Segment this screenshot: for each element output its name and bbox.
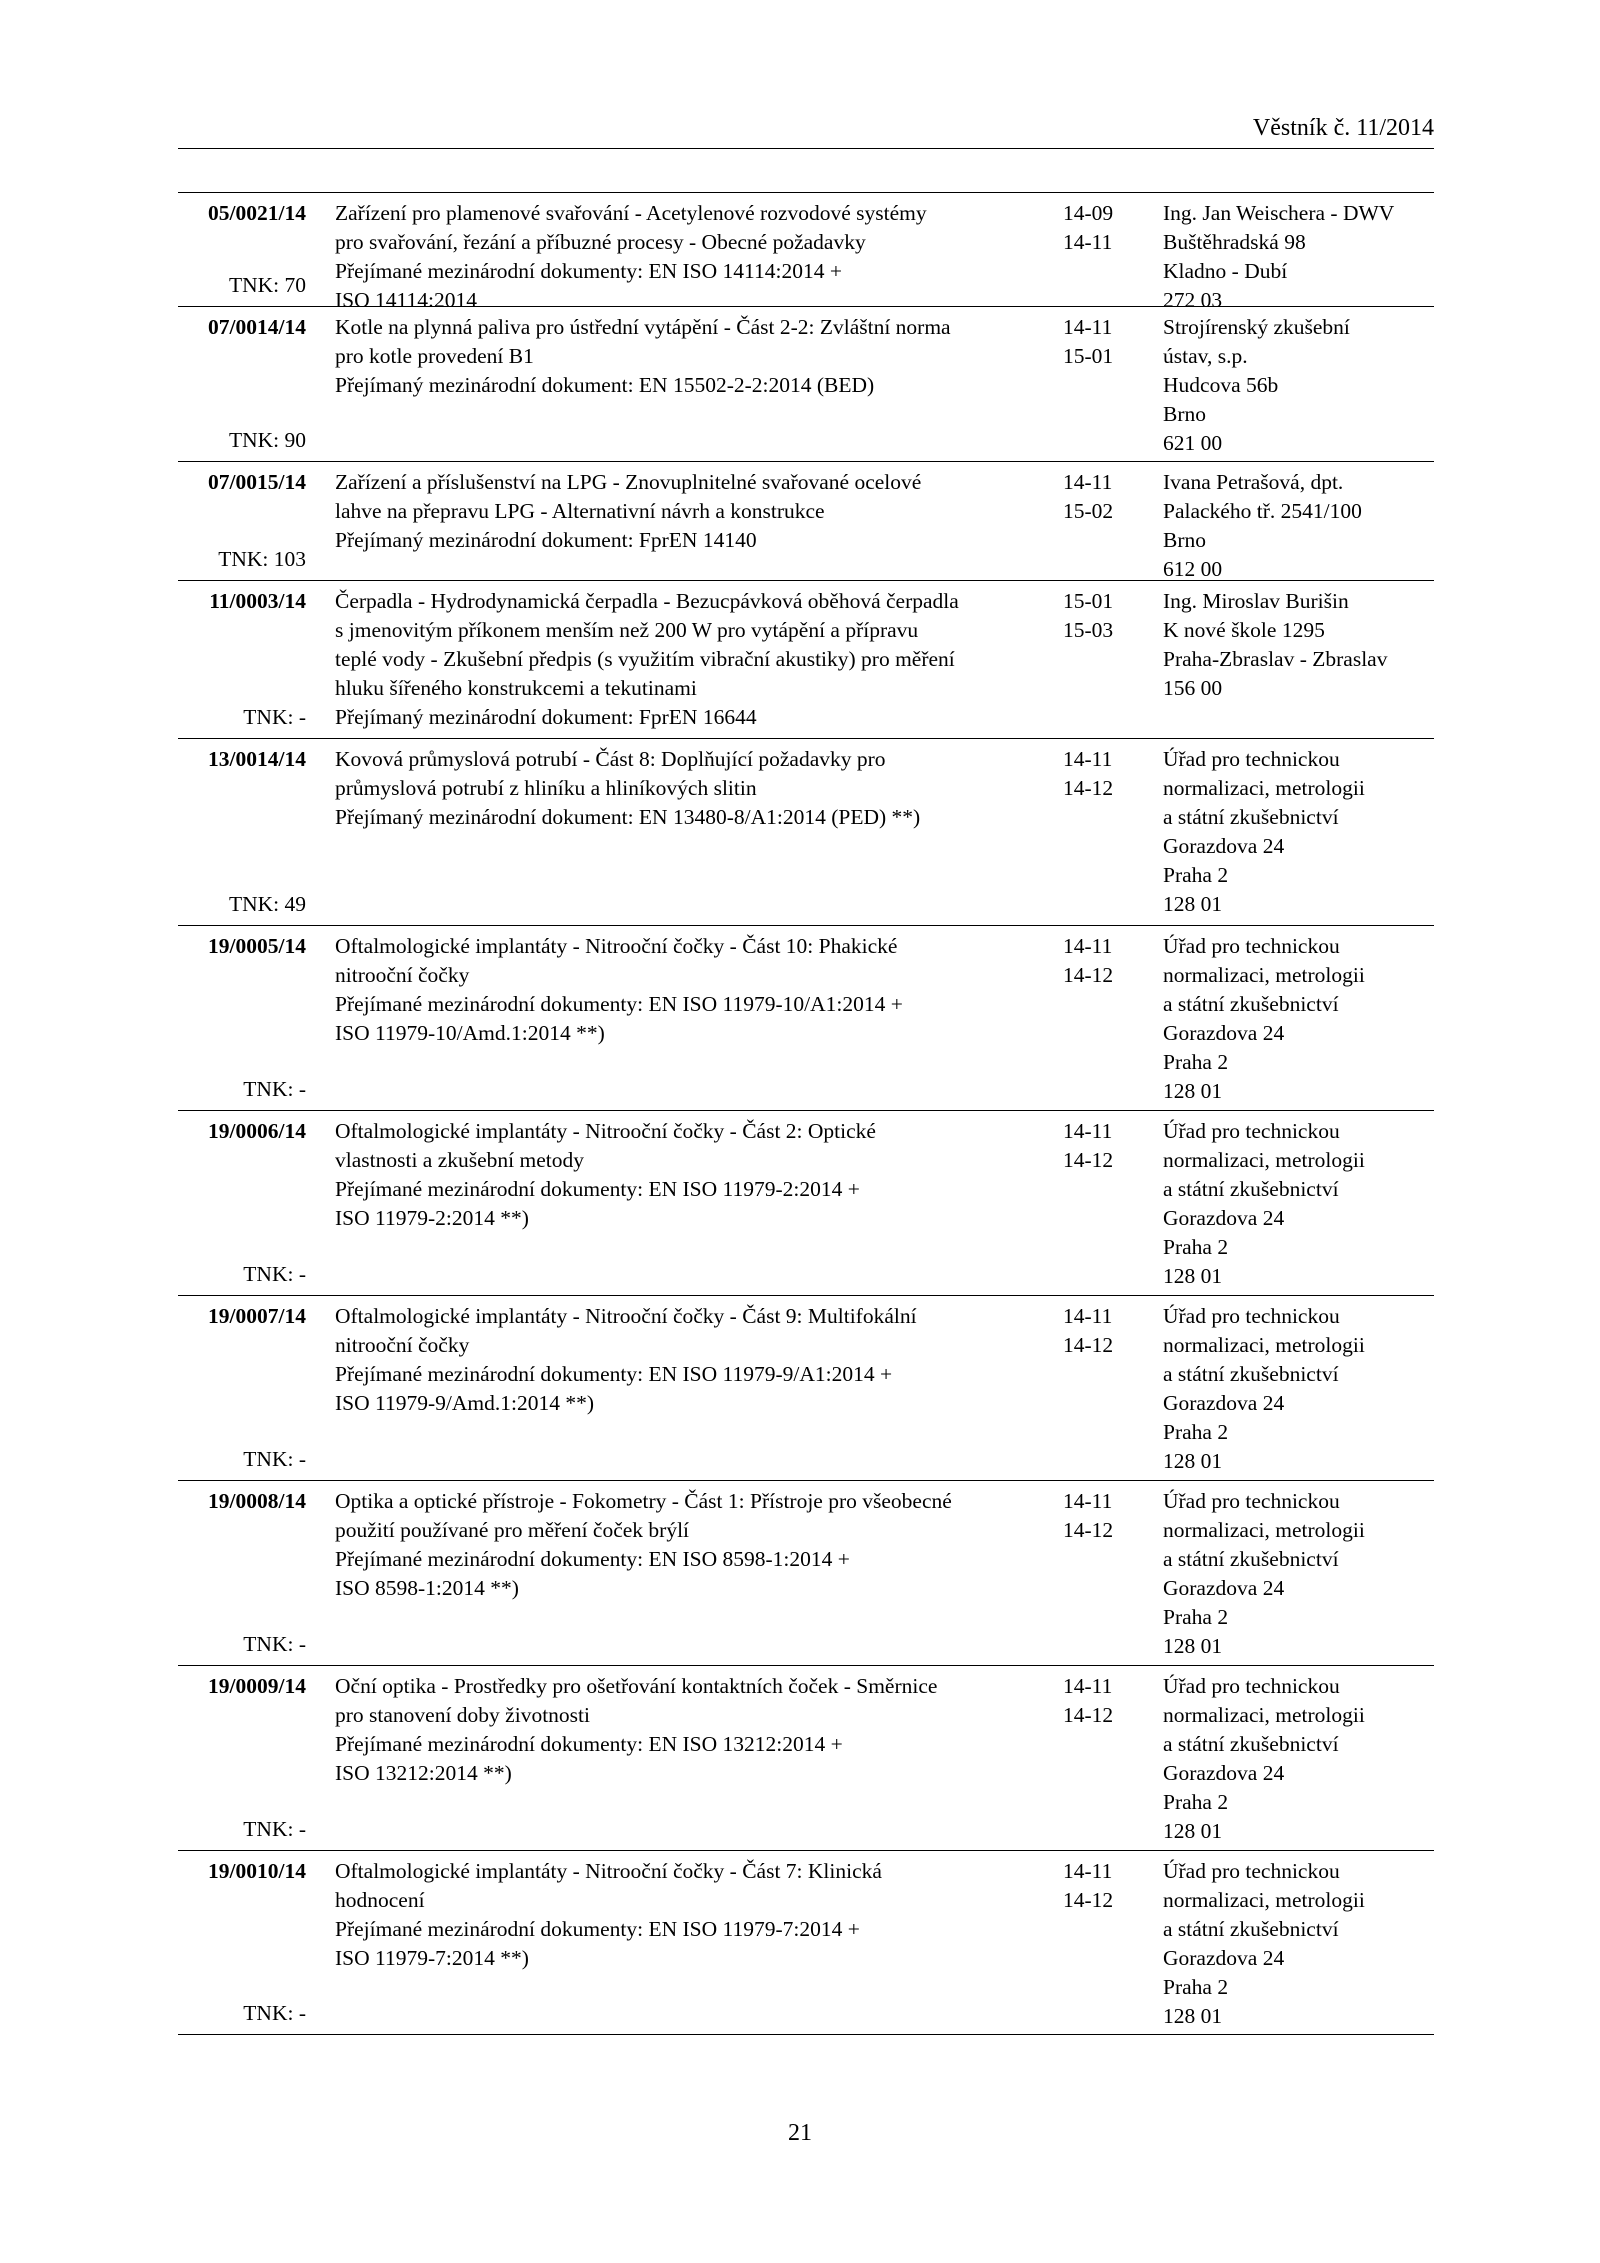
entry-title-line: ISO 11979-2:2014 **) [335, 1206, 529, 1230]
entry-date: 14-11 [1063, 230, 1113, 254]
page-number: 21 [788, 2120, 812, 2146]
entry-tnk: TNK: - [243, 2001, 306, 2025]
entry-address-line: 128 01 [1163, 1449, 1223, 1473]
entry-address-line: normalizaci, metrologii [1163, 1703, 1365, 1727]
entry-address-line: Praha 2 [1163, 1235, 1229, 1259]
entry-title-line: použití používané pro měření čoček brýlí [335, 1518, 690, 1542]
entry-address-line: normalizaci, metrologii [1163, 1148, 1365, 1172]
entry-address-line: Gorazdova 24 [1163, 834, 1285, 858]
bulletin-title: Věstník č. 11/2014 [1252, 115, 1434, 141]
entry-address-line: a státní zkušebnictví [1163, 1917, 1339, 1941]
entry-address-line: Úřad pro technickou [1163, 1489, 1340, 1513]
entry-address-line: a státní zkušebnictví [1163, 1177, 1339, 1201]
entry-title-line: Zařízení pro plamenové svařování - Acetylenové rozvodové systémy [335, 201, 927, 225]
entry-title-line: Přejímané mezinárodní dokumenty: EN ISO 11979-10/A1:2014 + [335, 992, 903, 1016]
entry-address-line: Ivana Petrašová, dpt. [1163, 470, 1344, 494]
table-row [178, 1851, 1434, 2035]
entry-title-line: ISO 8598-1:2014 **) [335, 1576, 519, 1600]
entry-date: 14-12 [1063, 776, 1114, 800]
entry-code: 07/0015/14 [208, 470, 306, 494]
entry-date: 15-02 [1063, 499, 1114, 523]
entry-title-cell [335, 587, 1035, 732]
entry-address-line: Ing. Miroslav Burišin [1163, 589, 1349, 613]
entry-date: 14-12 [1063, 1518, 1114, 1542]
table-row [178, 1481, 1434, 1666]
entry-title-line: ISO 11979-7:2014 **) [335, 1946, 529, 1970]
entry-address-line: Gorazdova 24 [1163, 1761, 1285, 1785]
entry-title-line: Přejímané mezinárodní dokumenty: EN ISO 11979-7:2014 + [335, 1917, 860, 1941]
entry-dates-cell [1063, 932, 1143, 990]
entry-address-cell [1163, 468, 1434, 584]
entry-date: 15-01 [1063, 589, 1114, 613]
entry-date: 14-09 [1063, 201, 1114, 225]
entry-title-line: ISO 13212:2014 **) [335, 1761, 512, 1785]
entry-address-line: ústav, s.p. [1163, 344, 1248, 368]
entry-address-line: 612 00 [1163, 557, 1223, 581]
entry-code: 19/0007/14 [208, 1304, 306, 1328]
entry-date: 14-11 [1063, 1119, 1113, 1143]
entry-title-cell [335, 468, 1035, 555]
entry-title-line: Kotle na plynná paliva pro ústřední vytápění - Část 2-2: Zvláštní norma [335, 315, 951, 339]
entry-tnk: TNK: 103 [218, 547, 306, 571]
entry-tnk: TNK: - [243, 705, 306, 729]
entry-address-line: a státní zkušebnictví [1163, 992, 1339, 1016]
entry-dates-cell [1063, 1302, 1143, 1360]
entry-id-cell [178, 199, 306, 300]
entry-code: 19/0009/14 [208, 1674, 306, 1698]
entry-date: 14-11 [1063, 934, 1113, 958]
entry-id-cell [178, 313, 306, 455]
entry-code: 19/0008/14 [208, 1489, 306, 1513]
entry-tnk: TNK: 49 [228, 892, 306, 916]
entry-title-line: Přejímané mezinárodní dokumenty: EN ISO 11979-9/A1:2014 + [335, 1362, 893, 1386]
entry-code: 19/0006/14 [208, 1119, 306, 1143]
entry-title-line: pro svařování, řezání a příbuzné procesy - Obecné požadavky [335, 230, 866, 254]
entry-dates-cell [1063, 1857, 1143, 1915]
entry-title-line: nitrooční čočky [335, 963, 470, 987]
entry-date: 14-11 [1063, 315, 1113, 339]
entry-title-line: Přejímaný mezinárodní dokument: EN 13480-8/A1:2014 (PED) **) [335, 805, 921, 829]
entry-title-line: Přejímaný mezinárodní dokument: EN 15502-2-2:2014 (BED) [335, 373, 875, 397]
entry-address-line: Brno [1163, 528, 1206, 552]
entry-tnk: TNK: - [243, 1447, 306, 1471]
entry-date: 14-12 [1063, 963, 1114, 987]
entry-address-line: Praha 2 [1163, 1050, 1229, 1074]
entry-title-line: vlastnosti a zkušební metody [335, 1148, 585, 1172]
entry-address-cell [1163, 932, 1434, 1106]
entry-code: 13/0014/14 [208, 747, 306, 771]
entry-dates-cell [1063, 1117, 1143, 1175]
entry-title-line: s jmenovitým příkonem menším než 200 W pro vytápění a přípravu [335, 618, 919, 642]
entry-address-line: Hudcova 56b [1163, 373, 1279, 397]
entry-title-line: Oční optika - Prostředky pro ošetřování kontaktních čoček - Směrnice [335, 1674, 938, 1698]
entry-date: 14-11 [1063, 1304, 1113, 1328]
entry-address-line: Úřad pro technickou [1163, 1119, 1340, 1143]
entry-address-line: Úřad pro technickou [1163, 1859, 1340, 1883]
entry-address-line: normalizaci, metrologii [1163, 1333, 1365, 1357]
entry-address-line: Buštěhradská 98 [1163, 230, 1306, 254]
entry-dates-cell [1063, 587, 1143, 645]
entry-title-cell [335, 1302, 1035, 1418]
entry-address-line: normalizaci, metrologii [1163, 963, 1365, 987]
entry-address-line: Strojírenský zkušební [1163, 315, 1350, 339]
entry-title-cell [335, 313, 1035, 400]
entry-tnk: TNK: 90 [228, 428, 306, 452]
entry-tnk: TNK: - [243, 1262, 306, 1286]
entry-date: 14-11 [1063, 1674, 1113, 1698]
page-header [178, 112, 1434, 149]
entry-title-line: Oftalmologické implantáty - Nitrooční čočky - Část 10: Phakické [335, 934, 898, 958]
entry-id-cell [178, 745, 306, 919]
entry-address-line: 128 01 [1163, 892, 1223, 916]
entry-title-line: Čerpadla - Hydrodynamická čerpadla - Bezucpávková oběhová čerpadla [335, 589, 959, 613]
entry-address-line: Praha-Zbraslav - Zbraslav [1163, 647, 1388, 671]
entry-address-line: 128 01 [1163, 1264, 1223, 1288]
entry-title-cell [335, 932, 1035, 1048]
entry-date: 14-11 [1063, 1859, 1113, 1883]
entry-address-line: 128 01 [1163, 1819, 1223, 1843]
entry-title-cell [335, 1117, 1035, 1233]
entry-title-line: Přejímané mezinárodní dokumenty: EN ISO 14114:2014 + [335, 259, 842, 283]
entry-address-line: a státní zkušebnictví [1163, 1362, 1339, 1386]
entry-title-cell [335, 1487, 1035, 1603]
entry-date: 14-12 [1063, 1333, 1114, 1357]
table-row [178, 1666, 1434, 1851]
entry-address-line: Praha 2 [1163, 1605, 1229, 1629]
entry-id-cell [178, 1857, 306, 2028]
entry-address-line: Úřad pro technickou [1163, 934, 1340, 958]
entry-title-line: Přejímané mezinárodní dokumenty: EN ISO 13212:2014 + [335, 1732, 843, 1756]
entry-id-cell [178, 932, 306, 1104]
entry-address-line: Úřad pro technickou [1163, 1304, 1340, 1328]
entry-date: 14-11 [1063, 1489, 1113, 1513]
entry-date: 14-12 [1063, 1703, 1114, 1727]
entry-title-line: pro kotle provedení B1 [335, 344, 534, 368]
entry-address-line: 272 03 [1163, 288, 1223, 312]
entry-title-line: Optika a optické přístroje - Fokometry - Část 1: Přístroje pro všeobecné [335, 1489, 952, 1513]
entry-address-line: Úřad pro technickou [1163, 1674, 1340, 1698]
entry-date: 15-01 [1063, 344, 1114, 368]
entry-address-line: Brno [1163, 402, 1206, 426]
entry-address-line: Gorazdova 24 [1163, 1021, 1285, 1045]
entry-address-line: 621 00 [1163, 431, 1223, 455]
entry-date: 14-11 [1063, 747, 1113, 771]
entry-address-line: Kladno - Dubí [1163, 259, 1288, 283]
entry-address-line: a státní zkušebnictví [1163, 1547, 1339, 1571]
entry-address-line: 128 01 [1163, 2004, 1223, 2028]
entry-title-line: hluku šířeného konstrukcemi a tekutinami [335, 676, 697, 700]
table-row [178, 193, 1434, 312]
entry-dates-cell [1063, 1672, 1143, 1730]
entry-address-cell [1163, 745, 1434, 919]
entry-title-line: pro stanovení doby životnosti [335, 1703, 590, 1727]
entry-address-line: Gorazdova 24 [1163, 1946, 1285, 1970]
entry-address-line: normalizaci, metrologii [1163, 776, 1365, 800]
entry-title-line: Oftalmologické implantáty - Nitrooční čočky - Část 7: Klinická [335, 1859, 882, 1883]
entry-title-line: Oftalmologické implantáty - Nitrooční čočky - Část 2: Optické [335, 1119, 876, 1143]
entry-code: 11/0003/14 [209, 589, 306, 613]
entry-title-line: ISO 11979-9/Amd.1:2014 **) [335, 1391, 594, 1415]
entry-id-cell [178, 468, 306, 574]
entry-id-cell [178, 587, 306, 732]
entry-address-line: Praha 2 [1163, 863, 1229, 887]
entry-dates-cell [1063, 1487, 1143, 1545]
entry-date: 14-11 [1063, 470, 1113, 494]
entry-address-cell [1163, 1672, 1434, 1846]
entry-id-cell [178, 1487, 306, 1659]
entry-title-line: hodnocení [335, 1888, 425, 1912]
table-row [178, 1296, 1434, 1481]
entry-code: 19/0005/14 [208, 934, 306, 958]
table-row [178, 462, 1434, 581]
entry-address-line: Praha 2 [1163, 1790, 1229, 1814]
entry-title-cell [335, 1672, 1035, 1788]
entry-title-line: ISO 11979-10/Amd.1:2014 **) [335, 1021, 605, 1045]
entry-dates-cell [1063, 745, 1143, 803]
entry-code: 05/0021/14 [208, 201, 306, 225]
entry-address-cell [1163, 1302, 1434, 1476]
entry-id-cell [178, 1672, 306, 1844]
entry-title-cell [335, 199, 1035, 315]
entry-title-line: teplé vody - Zkušební předpis (s využitím vibrační akustiky) pro měření [335, 647, 955, 671]
entry-tnk: TNK: 70 [228, 273, 306, 297]
entry-title-cell [335, 1857, 1035, 1973]
table-row [178, 307, 1434, 462]
entry-code: 19/0010/14 [208, 1859, 306, 1883]
entry-dates-cell [1063, 313, 1143, 371]
entry-address-cell [1163, 313, 1434, 458]
entry-address-cell [1163, 1117, 1434, 1291]
entry-address-line: normalizaci, metrologii [1163, 1518, 1365, 1542]
entry-dates-cell [1063, 468, 1143, 526]
entry-title-line: Kovová průmyslová potrubí - Část 8: Doplňující požadavky pro [335, 747, 886, 771]
entry-address-cell [1163, 1857, 1434, 2031]
entry-tnk: TNK: - [243, 1077, 306, 1101]
entry-address-line: Praha 2 [1163, 1975, 1229, 1999]
entry-address-cell [1163, 199, 1434, 315]
entry-code: 07/0014/14 [208, 315, 306, 339]
entry-address-line: 128 01 [1163, 1079, 1223, 1103]
entry-title-line: Zařízení a příslušenství na LPG - Znovuplnitelné svařované ocelové [335, 470, 922, 494]
entry-address-line: 128 01 [1163, 1634, 1223, 1658]
table-row [178, 926, 1434, 1111]
entry-tnk: TNK: - [243, 1817, 306, 1841]
standards-table [178, 192, 1434, 2035]
entry-title-line: Oftalmologické implantáty - Nitrooční čočky - Část 9: Multifokální [335, 1304, 917, 1328]
entry-date: 14-12 [1063, 1148, 1114, 1172]
entry-title-line: ISO 14114:2014 [335, 288, 477, 312]
entry-date: 15-03 [1063, 618, 1114, 642]
entry-dates-cell [1063, 199, 1143, 257]
entry-address-line: Gorazdova 24 [1163, 1391, 1285, 1415]
entry-tnk: TNK: - [243, 1632, 306, 1656]
entry-title-line: Přejímaný mezinárodní dokument: FprEN 16644 [335, 705, 757, 729]
entry-address-line: Praha 2 [1163, 1420, 1229, 1444]
entry-address-line: Úřad pro technickou [1163, 747, 1340, 771]
entry-id-cell [178, 1117, 306, 1289]
entry-address-line: normalizaci, metrologii [1163, 1888, 1365, 1912]
entry-title-line: průmyslová potrubí z hliníku a hliníkových slitin [335, 776, 757, 800]
entry-address-cell [1163, 587, 1434, 703]
table-row [178, 581, 1434, 739]
entry-date: 14-12 [1063, 1888, 1114, 1912]
entry-address-line: Gorazdova 24 [1163, 1206, 1285, 1230]
entry-address-line: a státní zkušebnictví [1163, 1732, 1339, 1756]
table-row [178, 739, 1434, 926]
entry-address-line: K nové škole 1295 [1163, 618, 1325, 642]
entry-address-line: a státní zkušebnictví [1163, 805, 1339, 829]
entry-title-line: nitrooční čočky [335, 1333, 470, 1357]
entry-title-line: Přejímaný mezinárodní dokument: FprEN 14140 [335, 528, 757, 552]
entry-address-line: Gorazdova 24 [1163, 1576, 1285, 1600]
entry-title-cell [335, 745, 1035, 832]
entry-address-cell [1163, 1487, 1434, 1661]
entry-address-line: 156 00 [1163, 676, 1223, 700]
entry-title-line: Přejímané mezinárodní dokumenty: EN ISO 11979-2:2014 + [335, 1177, 860, 1201]
entry-title-line: Přejímané mezinárodní dokumenty: EN ISO 8598-1:2014 + [335, 1547, 850, 1571]
entry-title-line: lahve na přepravu LPG - Alternativní návrh a konstrukce [335, 499, 825, 523]
entry-address-line: Palackého tř. 2541/100 [1163, 499, 1362, 523]
entry-address-line: Ing. Jan Weischera - DWV [1163, 201, 1395, 225]
entry-id-cell [178, 1302, 306, 1474]
table-row [178, 1111, 1434, 1296]
